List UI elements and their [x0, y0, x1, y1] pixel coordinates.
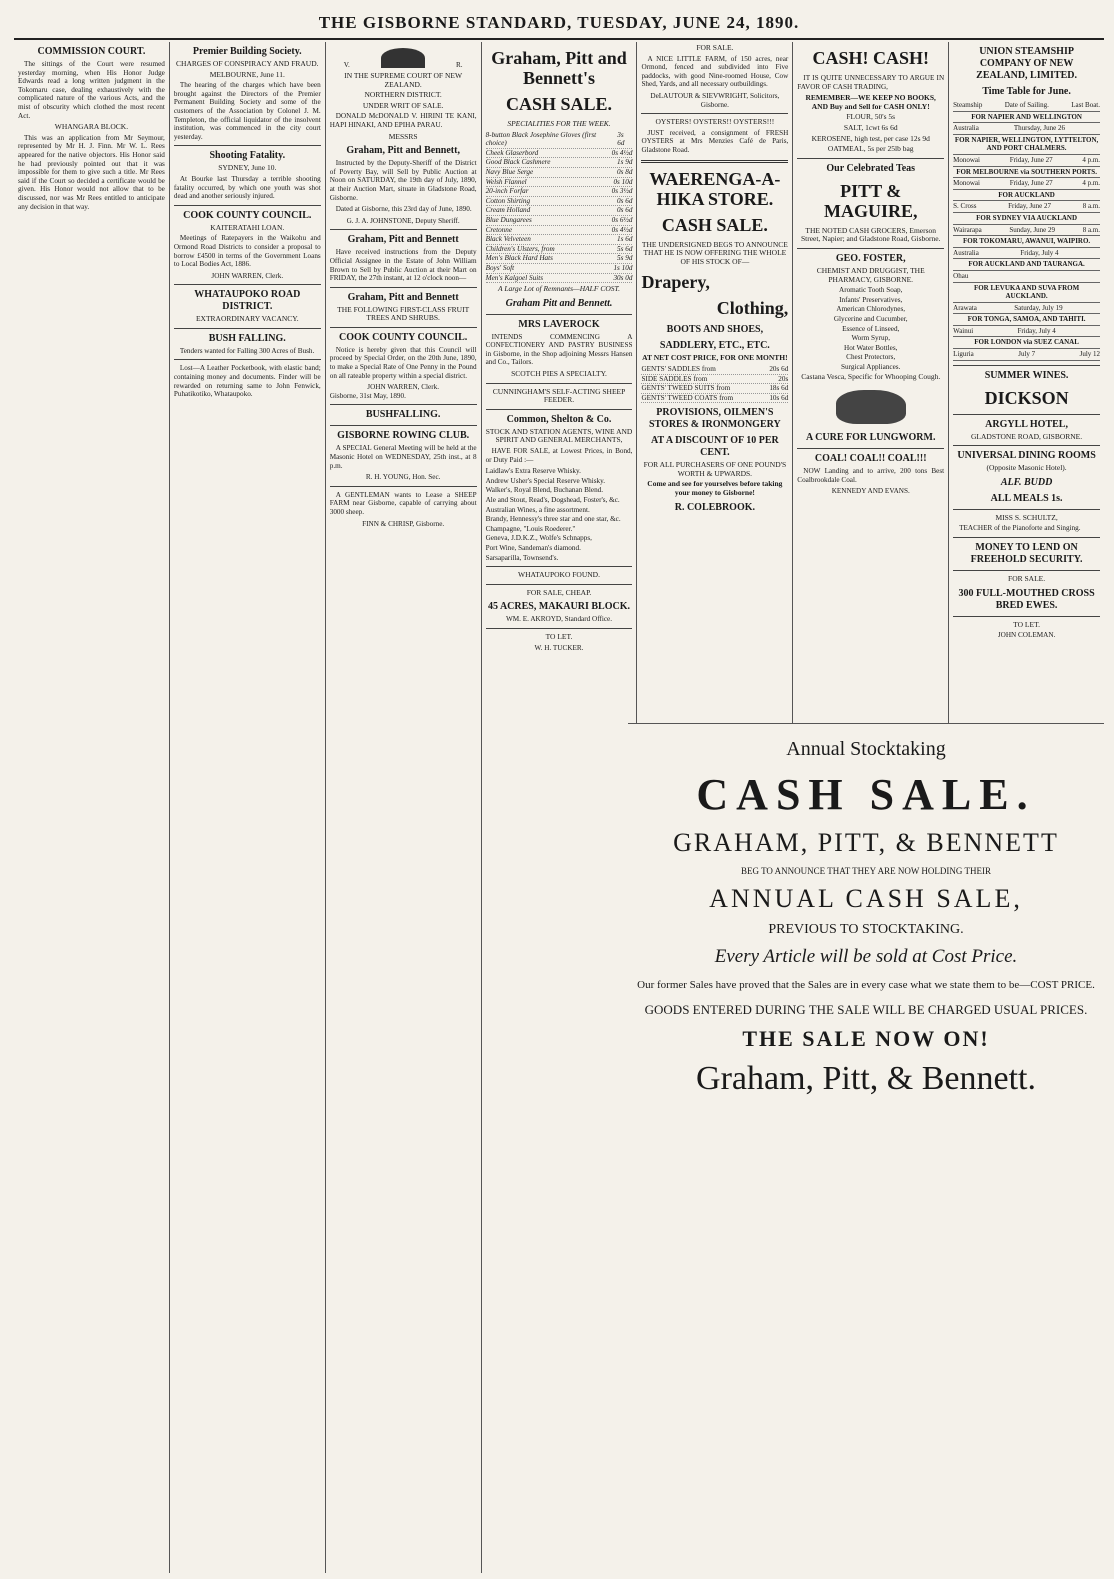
foster-item: Essence of Linseed,	[842, 324, 900, 333]
whangara-heading: WHANGARA BLOCK.	[54, 122, 129, 132]
stocktaking-cash-sale: CASH SALE.	[696, 770, 1036, 819]
argyll-sub: GLADSTONE ROAD, GISBORNE.	[971, 431, 1083, 441]
route-ship: Wainui	[953, 326, 974, 335]
speciality-item-name: Good Black Cashmere	[485, 158, 551, 167]
speciality-item-name: Cretonne	[485, 225, 513, 234]
route-destination: FOR LONDON via SUEZ CANAL	[953, 337, 1100, 349]
route-destination: FOR AUCKLAND AND TAURANGA.	[953, 259, 1100, 271]
column-4	[482, 42, 638, 1573]
waerenga-heading: WAERENGA-A-HIKA STORE.	[649, 168, 781, 209]
stocktaking-now-on: THE SALE NOW ON!	[742, 1026, 990, 1051]
crest-letter-r: R.	[455, 61, 463, 70]
saddle-item	[641, 365, 788, 375]
usco-heading: UNION STEAMSHIP COMPANY OF NEW ZEALAND, LIMITED.	[976, 46, 1078, 81]
stocktaking-previous: PREVIOUS TO STOCKTAKING.	[768, 922, 964, 937]
goods-item: Brandy, Hennessy's three star and one star, &c.	[485, 515, 621, 524]
specialities-heading: SPECIALITIES FOR THE WEEK.	[507, 119, 611, 128]
stocktaking-signature: Graham, Pitt, & Bennett.	[696, 1060, 1036, 1097]
route-ship: Monowai	[953, 179, 980, 188]
route-date: Friday, June 27	[1008, 202, 1052, 211]
bush-falling-heading: BUSH FALLING.	[208, 332, 286, 344]
route-destination: FOR NAPIER AND WELLINGTON	[953, 112, 1100, 124]
have-for-sale: HAVE FOR SALE, at Lowest Prices, in Bond, or Duty Paid :—	[485, 447, 633, 464]
route-row	[953, 178, 1100, 190]
speciality-item-name: Children's Ulsters, from	[485, 244, 555, 253]
commission-intro: The sittings of the Court were resumed yesterday morning, when His Honor Judge Edwards read a long written judgment in the Tokomaru case, dealing exhaustively with the complicated nature of the various Acts, and the mist of obscurity which clothed the most recent Act.	[18, 60, 165, 120]
sydney-dateline: SYDNEY, June 10.	[218, 163, 277, 173]
saddle-item	[641, 375, 788, 385]
timetable	[953, 100, 1100, 361]
melbourne-dateline: MELBOURNE, June 11.	[209, 69, 285, 79]
sheriff-sale-body: Instructed by the Deputy-Sheriff of the District of Poverty Bay, will Sell by Public Auction at Noon on SATURDAY, the 19th day of July, 1890, at their Auction Mart, situate in Gladstone Road, Gisborne.	[329, 159, 477, 202]
speciality-item-name: 20-inch Forfar	[485, 187, 529, 196]
building-society-heading: Premier Building Society.	[192, 46, 302, 57]
speciality-item	[486, 254, 633, 264]
clothing: Clothing,	[716, 298, 789, 319]
rowing-club-heading: GISBORNE ROWING CLUB.	[337, 430, 470, 442]
speciality-item	[486, 187, 633, 197]
route-row	[953, 225, 1100, 237]
sheep-feeder-heading: CUNNINGHAM'S SELF-ACTING SHEEP FEEDER.	[492, 386, 626, 405]
whataupoko-heading: WHATAUPOKO ROAD DISTRICT.	[194, 289, 301, 313]
commission-court-heading: COMMISSION COURT.	[37, 46, 146, 57]
summer-wines: SUMMER WINES.	[984, 369, 1069, 381]
pitt-maguire-heading: PITT & MAGUIRE,	[823, 180, 918, 221]
route-row	[953, 303, 1100, 315]
assignee-sale-body: Have received instructions from the Deputy Official Assignee in the Estate of John William Brown to Sell by Public Auction at their Mart on FRIDAY, the 27th instant, at 12 o'clock noon—	[329, 248, 477, 283]
speciality-item	[486, 168, 633, 178]
stocktaking-every-article: Every Article will be sold at Cost Price.	[714, 946, 1018, 967]
fruit-trees: THE FOLLOWING FIRST-CLASS FRUIT TREES AND SHRUBS.	[337, 304, 470, 323]
route-boat: 4 p.m.	[1082, 179, 1101, 188]
sheep-illustration-icon	[836, 390, 906, 424]
saddle-item-price: 10s 6d	[769, 393, 789, 402]
goods-item: Laidlaw's Extra Reserve Whisky.	[485, 467, 581, 476]
saddles-list	[641, 365, 788, 403]
shooting-heading: Shooting Fatality.	[209, 150, 286, 162]
finn-chrisp-signature: FINN & CHRISP, Gisborne.	[362, 519, 445, 528]
money-to-lend: MONEY TO LEND ON FREEHOLD SECURITY.	[970, 542, 1083, 566]
conspiracy-subheading: CHARGES OF CONSPIRACY AND FRAUD.	[176, 59, 319, 68]
speciality-item-name: Black Velveteen	[485, 235, 531, 244]
column-1	[14, 42, 170, 1573]
route-row	[953, 326, 1100, 338]
speciality-item-price: 0s 8d	[617, 167, 633, 176]
cook-county-heading: COOK COUNTY COUNCIL.	[183, 209, 312, 221]
kaiteratahi-subheading: KAITERATAHI LOAN.	[210, 222, 285, 232]
special-rate-date: Gisborne, 31st May, 1890.	[329, 391, 406, 400]
speciality-item	[486, 149, 633, 159]
gpb-signature: Graham Pitt and Bennett.	[505, 297, 613, 309]
speciality-item-price: 0s 3½d	[611, 187, 633, 196]
gpb-cash-sale-title: CASH SALE.	[505, 94, 613, 114]
speciality-item-price: 3s 6d	[617, 130, 625, 148]
route-date: Friday, July 4	[1017, 326, 1056, 335]
card-name: MISS S. SCHULTZ,	[995, 512, 1058, 522]
speciality-item	[486, 206, 633, 216]
stocktaking-title: Annual Stocktaking	[786, 738, 946, 760]
foster-item: Worm Syrup,	[851, 334, 890, 343]
speciality-item-price: 1s 6d	[617, 235, 633, 244]
route-row	[953, 349, 1100, 361]
route-date: July 7	[1018, 350, 1036, 359]
net-cost: AT NET COST PRICE, FOR ONE MONTH!	[642, 353, 788, 363]
route-destination: FOR TOKOMARU, AWANUI, WAIPIRO.	[953, 236, 1100, 248]
common-shelton-sub: STOCK AND STATION AGENTS, WINE AND SPIRIT AND GENERAL MERCHANTS,	[485, 426, 633, 445]
speciality-item-name: Welsh Flannel	[485, 177, 527, 186]
remember-notice: REMEMBER—WE KEEP NO BOOKS, AND Buy and Sell for CASH ONLY!	[805, 93, 936, 111]
speciality-item	[486, 131, 633, 149]
dickson: DICKSON	[984, 387, 1069, 408]
alf-budd: ALF. BUDD	[1000, 476, 1053, 488]
commission-body: This was an application from Mr Seymour, represented by Mr H. J. Finn. Mr W. L. Rees appeared for the native objectors. His Honor said he had previously pointed out that it was impossible for them to give such a title. Mr Rees said if the Court so decided a certificate would be given. His Honor would not allow that to be discussed, nor was Mr Rees entitled to anticipate any decision in that way.	[18, 133, 165, 211]
speciality-item-name: Men's Black Hard Hats	[485, 254, 553, 263]
building-society-body: The hearing of the charges which have been brought against the Directors of the Premier Permanent Building Society and some of the customers of the Association by Colonel J. M. Templeton, the official liquidator of the insolvent institution, was commenced in the city court yesterday.	[173, 81, 321, 141]
stocktaking-former: Our former Sales have proved that the Sales are in every case what we state them to be—COST PRICE.	[637, 979, 1095, 991]
saddlery: SADDLERY, ETC., ETC.	[659, 340, 770, 352]
timetable-column-header: Steamship	[953, 101, 983, 109]
speciality-item-price: 5s 6d	[617, 244, 633, 253]
sheep-farm-body: A GENTLEMAN wants to Lease a SHEEP FARM near Gisborne, capable of carrying about 3000 sheep.	[329, 490, 477, 516]
saddle-item-price: 20s	[778, 374, 789, 383]
foster-sub: CHEMIST AND DRUGGIST, THE PHARMACY, GISBORNE.	[816, 265, 925, 284]
foster-item: Hot Water Bottles,	[844, 343, 898, 352]
newspaper-page	[14, 8, 1104, 1573]
tolet-heading: TO LET.	[545, 631, 573, 641]
vacancy-subheading: EXTRAORDINARY VACANCY.	[195, 314, 299, 324]
drapery: Drapery,	[641, 272, 710, 293]
speciality-item-name: Cheek Glaserbord	[485, 148, 539, 157]
writ-of-sale: UNDER WRIT OF SALE.	[362, 100, 444, 110]
speciality-item-name: Cream Holland	[485, 206, 531, 215]
speciality-item-price: 0s 6½d	[611, 215, 633, 224]
route-ship: Wairarapa	[953, 225, 982, 234]
route-row	[953, 271, 1100, 283]
speciality-item-price: 0s 6d	[617, 206, 633, 215]
waerenga-cash-sale: CASH SALE.	[661, 214, 768, 235]
oatmeal-price: OATMEAL, 5s per 25lb bag	[827, 144, 914, 154]
crest-letter-v: V.	[343, 61, 350, 70]
foster-item: Glycerine and Cucumber,	[833, 314, 908, 323]
route-date: Saturday, July 19	[1014, 303, 1063, 312]
foster-item: Chest Protectors,	[846, 353, 896, 362]
sheriff-dated: Dated at Gisborne, this 23rd day of June, 1890.	[335, 205, 472, 214]
goods-item: Sarsaparilla, Townsend's.	[485, 553, 559, 562]
gpb-heading-3: Graham, Pitt and Bennett	[347, 291, 459, 303]
provisions: PROVISIONS, OILMEN'S STORES & IRONMONGERY	[649, 407, 781, 431]
speciality-item-name: Men's Kalgoel Suits	[485, 273, 544, 282]
speciality-item-name: Cotton Shirting	[485, 196, 531, 205]
masthead: THE GISBORNE STANDARD, TUESDAY, JUNE 24, 1890.	[14, 8, 1104, 40]
oysters-body: JUST received, a consignment of FRESH OYSTERS at Mrs Menzies Café de Paris, Gladstone Road.	[641, 128, 789, 154]
kaiteratahi-body: Meetings of Ratepayers in the Waikohu and Ormond Road Districts to consider a proposal to borrow £4500 in terms of the Government Loans to Local Bodies Act, 1886.	[173, 234, 321, 269]
flour-price: FLOUR, 50's 5s	[846, 112, 896, 122]
common-shelton-heading: Common, Shelton & Co.	[506, 413, 612, 425]
route-destination: FOR SYDNEY VIA AUCKLAND	[953, 213, 1100, 225]
route-date: Sunday, June 29	[1009, 225, 1056, 234]
pitt-maguire-sub: THE NOTED CASH GROCERS, Emerson Street, Napier; and Gladstone Road, Gisborne.	[800, 225, 941, 244]
stocktaking-firm: GRAHAM, PITT, & BENNETT	[673, 828, 1059, 857]
goods-list	[486, 467, 633, 562]
speciality-item-price: 0s 6d	[617, 196, 633, 205]
foster-item: Infants' Preservatives,	[839, 295, 903, 304]
special-rate-body: Notice is hereby given that this Council will proceed by Special Order, on the 20th June, 1890, to make a Special Rate of One Penny in the Pound on all rateable property within a special district.	[329, 345, 477, 380]
route-ship: Monowai	[953, 155, 980, 164]
foster-item: American Chlorodynes,	[836, 305, 906, 314]
coal-heading: COAL! COAL!! COAL!!!	[814, 453, 927, 465]
gpb-heading-2: Graham, Pitt and Bennett	[347, 234, 459, 246]
speciality-item-price: 1s 10d	[613, 263, 633, 272]
saddle-item-name: GENTS' SADDLES from	[641, 364, 716, 373]
gpb-heading-1: Graham, Pitt and Bennett,	[346, 145, 460, 157]
saddle-item	[641, 394, 788, 404]
lost-body: Lost—A Leather Pocketbook, with elastic band; containing money and documents. Finder will be rewarded on returning same to John Fenwick, Puhatikotiko, Whataupoko.	[173, 364, 321, 399]
coal-signature: KENNEDY AND EVANS.	[831, 487, 910, 496]
col7-tolet: TO LET.	[1013, 619, 1040, 629]
route-ship: Ohau	[953, 271, 969, 280]
route-ship: Arawata	[953, 303, 977, 312]
saddle-item-name: GENTS' TWEED SUITS from	[641, 384, 731, 393]
forsale-cheap-heading: FOR SALE, CHEAP.	[526, 587, 592, 597]
rowing-club-signature: R. H. YOUNG, Hon. Sec.	[365, 473, 441, 482]
speciality-item-price: 0s 4½d	[611, 148, 633, 157]
boots-shoes: BOOTS AND SHOES,	[666, 324, 764, 336]
argyll-hotel: ARGYLL HOTEL,	[985, 418, 1068, 430]
northern-district: NORTHERN DISTRICT.	[364, 90, 442, 100]
discount: AT A DISCOUNT OF 10 PER CENT.	[651, 435, 779, 459]
cook-county-heading-2: COOK COUNTY COUNCIL.	[339, 331, 468, 343]
speciality-item	[486, 226, 633, 236]
speciality-item	[486, 197, 633, 207]
foster-item: Aromatic Tooth Soap,	[839, 286, 903, 295]
goods-item: Walker's, Royal Blend, Buchanan Blend.	[485, 486, 604, 495]
speciality-item-price: 5s 9d	[617, 254, 633, 263]
colebrook-signature: R. COLEBROOK.	[674, 501, 756, 513]
speciality-item	[486, 235, 633, 245]
shooting-body: At Bourke last Thursday a terrible shooting fatality occurred, by which one youth was shot dead and another seriously injured.	[173, 174, 321, 201]
foster-heading: GEO. FOSTER,	[835, 252, 906, 264]
speciality-item	[486, 158, 633, 168]
goods-item: Champagne, "Louis Roederer."	[485, 524, 576, 533]
warren-signature: JOHN WARREN, Clerk.	[211, 271, 284, 280]
speciality-item	[486, 264, 633, 274]
teas-heading: Our Celebrated Teas	[826, 162, 916, 174]
route-row	[953, 155, 1100, 167]
route-row	[953, 123, 1100, 135]
column-2	[170, 42, 326, 1573]
akroyd-signature: WM. E. AKROYD, Standard Office.	[505, 615, 613, 624]
royal-crest-icon	[381, 48, 425, 68]
supreme-court: IN THE SUPREME COURT OF NEW ZEALAND.	[344, 71, 463, 89]
saddle-item-price: 18s 6d	[769, 384, 789, 393]
speciality-item-price: 0s 10d	[613, 177, 633, 186]
farm-forsale-heading: FOR SALE.	[696, 43, 734, 52]
saddle-item-price: 20s 6d	[769, 364, 789, 373]
route-ship: Liguria	[953, 350, 974, 359]
timetable-column-header: Last Boat.	[1071, 101, 1100, 109]
route-ship: S. Cross	[953, 202, 977, 211]
ewes-forsale: FOR SALE.	[1008, 574, 1046, 584]
gpb-cash-sale-firm: Graham, Pitt and Bennett's	[491, 48, 627, 88]
messrs: MESSRS	[388, 131, 418, 141]
come-and-see: Come and see for yourselves before taking your money to Gisborne!	[647, 479, 783, 498]
stocktaking-ad	[628, 723, 1104, 1573]
whooping-cough: Castana Vesca, Specific for Whooping Cough.	[801, 372, 941, 382]
speciality-item-price: 0s 4½d	[611, 225, 633, 234]
route-row	[953, 248, 1100, 260]
route-destination: FOR MELBOURNE via SOUTHERN PORTS.	[953, 167, 1100, 179]
timetable-header	[953, 100, 1100, 112]
laverock-body: INTENDS COMMENCING A CONFECTIONERY AND PASTRY BUSINESS in Gisborne, in the Shop adjoining Messrs Hansen and Co., Tailors.	[485, 332, 633, 367]
waerenga-announce: THE UNDERSIGNED BEGS TO ANNOUNCE THAT HE IS NOW OFFERING THE WHOLE OF HIS STOCK OF—	[641, 239, 788, 266]
warren-signature-2: JOHN WARREN, Clerk.	[367, 383, 440, 392]
saddle-item	[641, 384, 788, 394]
route-destination: FOR LEVUKA AND SUVA FROM AUCKLAND.	[953, 283, 1100, 303]
route-date: Thursday, June 26	[1013, 124, 1065, 133]
goods-item: Andrew Usher's Special Reserve Whisky.	[485, 476, 606, 485]
speciality-item-price: 1s 9d	[617, 158, 633, 167]
laverock-heading: MRS LAVEROCK	[518, 318, 600, 330]
purchasers: FOR ALL PURCHASERS OF ONE POUND'S WORTH & UPWARDS.	[643, 460, 787, 478]
saddle-item-name: SIDE SADDLES from	[641, 374, 708, 383]
route-boat: July 12	[1079, 350, 1101, 359]
speciality-item-price: 30s 0d	[613, 273, 633, 282]
bushfalling-heading: BUSHFALLING.	[365, 409, 441, 421]
stocktaking-announce: BEG TO ANNOUNCE THAT THEY ARE NOW HOLDING THEIR	[740, 866, 991, 876]
route-destination: FOR TONGA, SAMOA, AND TAHITI.	[953, 314, 1100, 326]
coleman-signature: JOHN COLEMAN.	[997, 631, 1056, 640]
speciality-item-name: Navy Blue Serge	[485, 167, 534, 176]
found-heading: WHATAUPOKO FOUND.	[518, 570, 600, 580]
timetable-heading: Time Table for June.	[982, 86, 1071, 97]
scotch-pies: SCOTCH PIES A SPECIALTY.	[511, 369, 607, 379]
foster-list	[797, 286, 944, 371]
sheriff-signature: G. J. A. JOHNSTONE, Deputy Sheriff.	[346, 216, 460, 225]
all-meals: ALL MEALS 1s.	[990, 492, 1063, 504]
route-row	[953, 201, 1100, 213]
speciality-item-name: Blue Dungarees	[485, 215, 532, 224]
universal-sub: (Opposite Masonic Hotel).	[986, 463, 1067, 473]
route-boat: 4 p.m.	[1082, 155, 1101, 164]
lungworm-heading: A CURE FOR LUNGWORM.	[806, 432, 936, 444]
kerosene-price: KEROSENE, high test, per case 12s 9d	[811, 133, 930, 143]
timetable-column-header: Date of Sailing.	[1004, 101, 1049, 109]
route-date: Friday, June 27	[1009, 155, 1053, 164]
universal-dining: UNIVERSAL DINING ROOMS	[957, 450, 1096, 462]
card-body: TEACHER of the Pianoforte and Singing.	[959, 524, 1081, 533]
route-destination: FOR NAPIER, WELLINGTON, LYTTELTON, AND PORT CHALMERS.	[953, 135, 1100, 155]
oysters-heading: OYSTERS! OYSTERS!! OYSTERS!!!	[655, 117, 775, 127]
stocktaking-annual: ANNUAL CASH SALE,	[709, 884, 1023, 913]
route-ship: Australia	[953, 248, 979, 257]
speciality-item	[486, 245, 633, 255]
ewes: 300 FULL-MOUTHED CROSS BRED EWES.	[958, 587, 1095, 611]
saddle-item-name: GENTS' TWEED COATS from	[641, 393, 734, 402]
route-destination: FOR AUCKLAND	[953, 190, 1100, 202]
goods-item: Australian Wines, a fine assortment.	[485, 505, 590, 514]
foster-item: Surgical Appliances.	[841, 362, 901, 371]
makauri-acres: 45 ACRES, MAKAURI BLOCK.	[488, 601, 630, 613]
speciality-item	[486, 274, 633, 284]
stocktaking-charged: GOODS ENTERED DURING THE SALE WILL BE CHARGED USUAL PRICES.	[644, 1002, 1088, 1017]
tucker-signature: W. H. TUCKER.	[534, 643, 584, 652]
cash-cash-heading: CASH! CASH!	[812, 48, 929, 68]
bush-falling-body: Tenders wanted for Falling 300 Acres of Bush.	[179, 346, 315, 355]
farm-signature: DeLAUTOUR & SIEVWRIGHT, Solicitors, Gisborne.	[650, 91, 780, 109]
route-boat: 8 a.m.	[1082, 202, 1100, 211]
speciality-item	[486, 216, 633, 226]
column-3	[326, 42, 482, 1573]
speciality-item	[486, 178, 633, 188]
speciality-item-name: 8-button Black Josephine Gloves (first choice)	[485, 130, 597, 148]
route-date: Friday, June 27	[1009, 179, 1053, 188]
goods-item: Port Wine, Sandeman's diamond.	[485, 543, 581, 552]
coal-body: NOW Landing and to arrive, 200 tons Best Coalbrookdale Coal.	[797, 467, 945, 484]
remnants: A Large Lot of Remnants—HALF COST.	[498, 284, 620, 294]
rowing-club-body: A SPECIAL General Meeting will be held at the Masonic Hotel on WEDNESDAY, 25th inst., at 8 p.m.	[329, 444, 477, 470]
parties: DONALD McDONALD V. HIRINI TE KANI, HAPI HINAKI, AND EPIHA PARAU.	[329, 112, 477, 129]
route-boat: 8 a.m.	[1082, 225, 1101, 234]
cash-body: IT IS QUITE UNNECESSARY TO ARGUE IN FAVOR OF CASH TRADING,	[797, 74, 945, 91]
salt-price: SALT, 1cwt 6s 6d	[843, 122, 898, 132]
route-date: Friday, July 4	[1020, 248, 1059, 257]
specialities-list	[486, 131, 633, 284]
farm-body: A NICE LITTLE FARM, of 150 acres, near Ormond, fenced and subdivided into Five paddocks, with good Nine-roomed House, Cow Shed, Yards, and all necessary outbuildings.	[641, 54, 789, 89]
goods-item: Ale and Stout, Read's, Dogshead, Foster's, &c.	[485, 496, 620, 504]
speciality-item-name: Boys' Soft	[485, 263, 515, 272]
goods-item: Geneva, J.D.K.Z., Wolfe's Schnapps,	[485, 534, 592, 543]
route-ship: Australia	[953, 124, 979, 133]
